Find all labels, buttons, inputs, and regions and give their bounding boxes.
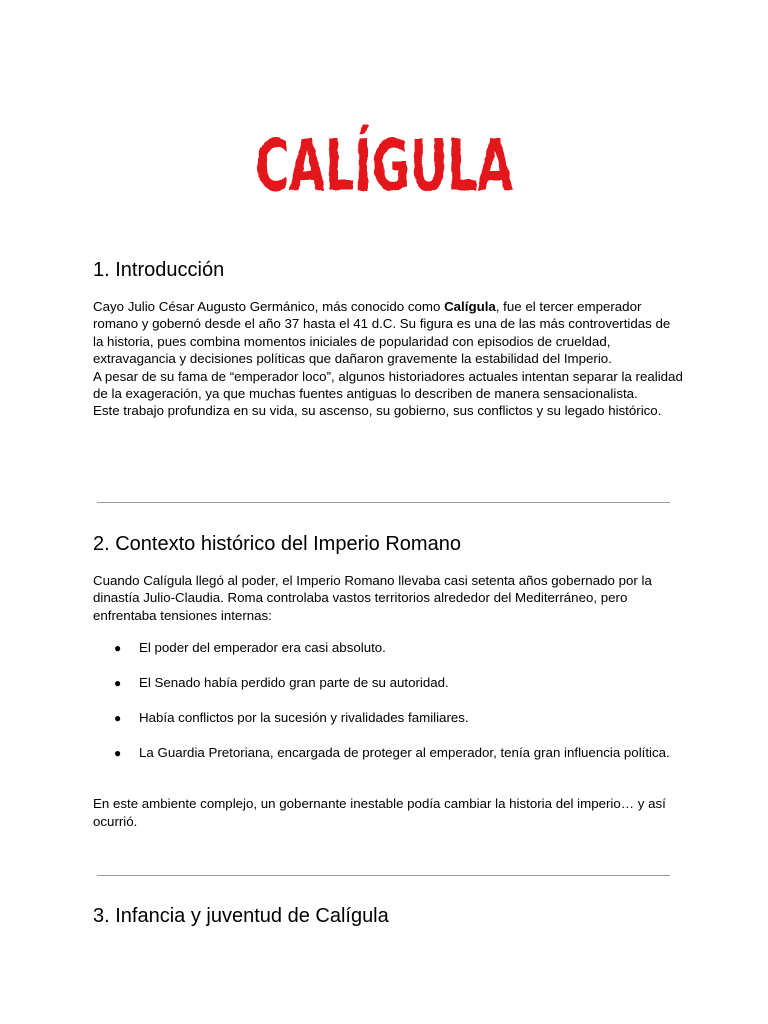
bullet-dot: ● (114, 641, 122, 656)
section-childhood (93, 902, 683, 930)
list-item (93, 709, 683, 727)
context-bullet-list (93, 639, 683, 762)
intro-paragraph-1 (93, 298, 683, 368)
intro-p1-bold: Calígula (444, 299, 496, 314)
bullet-dot: ● (114, 676, 122, 691)
intro-paragraph-2: A pesar de su fama de “emperador loco”, algunos historiadores actuales intentan separar la realidad de la exageración, ya que muchas fuentes antiguas lo describen de manera sensacionalista. (93, 368, 683, 402)
section-context (93, 530, 683, 830)
section-introduction (93, 256, 683, 420)
bullet-dot: ● (114, 746, 122, 761)
list-item-text: Había conflictos por la sucesión y rivalidades familiares. (139, 710, 469, 726)
bullet-dot: ● (114, 711, 122, 726)
caligula-logo-graphic (250, 98, 518, 207)
list-item-text: El poder del emperador era casi absoluto. (139, 640, 386, 656)
section-1-heading: 1. Introducción (93, 259, 225, 281)
intro-p1-after: , fue el tercer emperador romano y gobernó desde el año 37 hasta el 41 d.C. Su figura es una de las más controvertidas de la historia, pues combina momentos iniciales de popularidad con episodios de crueldad, extravagancia y decisiones políticas que dañaron gravemente la estabilidad del Imperio. (93, 299, 671, 367)
list-item (93, 639, 683, 657)
list-item-text: La Guardia Pretoriana, encargada de proteger al emperador, tenía gran influencia política. (139, 745, 670, 761)
section-3-heading: 3. Infancia y juventud de Calígula (93, 905, 389, 927)
caligula-logo-text: CALÍGULA (255, 125, 513, 207)
caligula-logo (250, 98, 518, 207)
list-item (93, 674, 683, 692)
section-2-heading: 2. Contexto histórico del Imperio Romano (93, 533, 461, 555)
intro-paragraph-3: Este trabajo profundiza en su vida, su ascenso, su gobierno, sus conflictos y su legado histórico. (93, 403, 662, 419)
horizontal-rule-2 (97, 875, 670, 876)
list-item-text: El Senado había perdido gran parte de su autoridad. (139, 675, 449, 691)
context-intro-paragraph: Cuando Calígula llegó al poder, el Imperio Romano llevaba casi setenta años gobernado por la dinastía Julio-Claudia. Roma controlaba vastos territorios alrededor del Mediterráneo, pero enfrentaba tensiones internas: (93, 573, 652, 623)
context-closing-paragraph: En este ambiente complejo, un gobernante inestable podía cambiar la historia del imperio… y así ocurrió. (93, 796, 666, 829)
list-item (93, 744, 683, 762)
intro-p1-before: Cayo Julio César Augusto Germánico, más conocido como (93, 299, 445, 314)
horizontal-rule-1 (97, 502, 670, 503)
